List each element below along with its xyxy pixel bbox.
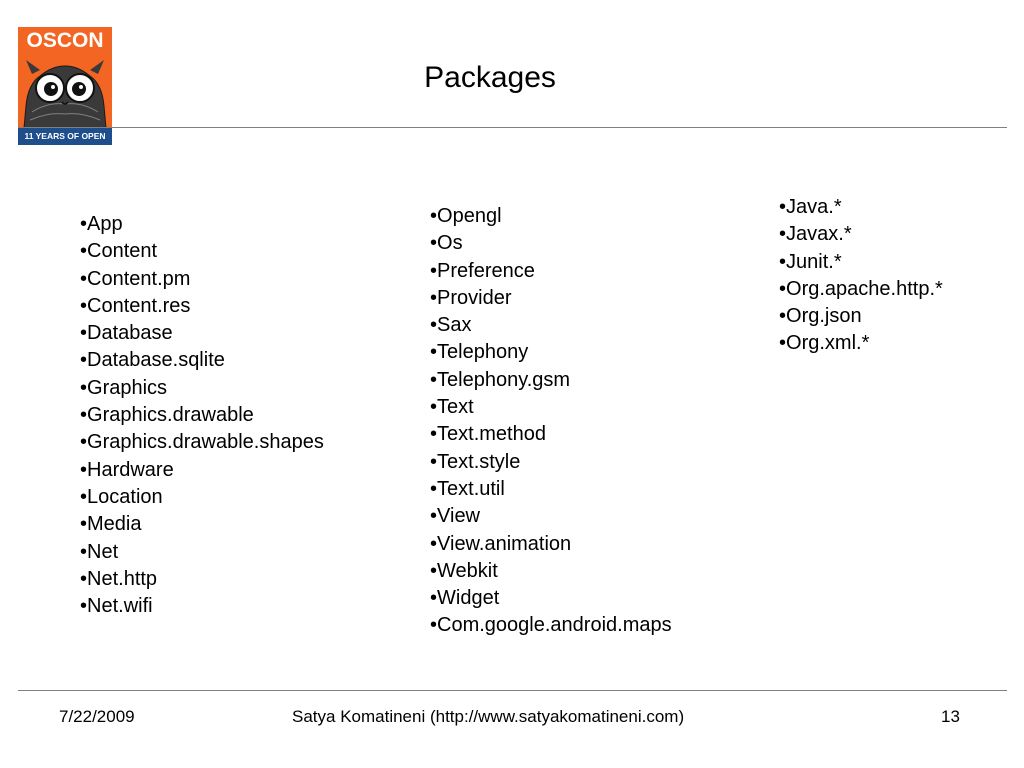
list-item: • Database	[80, 320, 324, 347]
list-item: • Hardware	[80, 457, 324, 484]
list-item: • Graphics	[80, 375, 324, 402]
footer-author: Satya Komatineni (http://www.satyakomatineni.com)	[292, 707, 685, 726]
package-list-column-1	[80, 211, 324, 620]
list-item: • Net.http	[80, 566, 324, 593]
list-item: • Net.wifi	[80, 593, 324, 620]
list-item: • Content.pm	[80, 266, 324, 293]
list-item: • Content.res	[80, 293, 324, 320]
list-item: • Sax	[430, 312, 672, 339]
list-item: • Telephony	[430, 339, 672, 366]
logo-bottom-text: 11 YEARS OF OPEN	[18, 128, 112, 145]
list-item: • Text	[430, 394, 672, 421]
package-list-column-3	[779, 194, 943, 358]
list-item: • Database.sqlite	[80, 347, 324, 374]
logo-top-text: OSCON	[26, 29, 104, 52]
title-divider	[18, 127, 1007, 128]
list-item: • Preference	[430, 258, 672, 285]
package-list-column-2	[430, 203, 672, 640]
list-item: • View	[430, 503, 672, 530]
list-item: • Java.*	[779, 194, 943, 221]
list-item: • Widget	[430, 585, 672, 612]
footer-divider	[18, 690, 1007, 691]
list-item: • Com.google.android.maps	[430, 612, 672, 639]
list-item: • Junit.*	[779, 249, 943, 276]
list-item: • Opengl	[430, 203, 672, 230]
list-item: • Provider	[430, 285, 672, 312]
list-item: • App	[80, 211, 324, 238]
list-item: • Org.json	[779, 303, 943, 330]
list-item: • Content	[80, 238, 324, 265]
slide-title: Packages	[424, 61, 556, 94]
list-item: • Text.util	[430, 476, 672, 503]
list-item: • Org.apache.http.*	[779, 276, 943, 303]
list-item: • Os	[430, 230, 672, 257]
list-item: • Net	[80, 539, 324, 566]
list-item: • Telephony.gsm	[430, 367, 672, 394]
footer-date: 7/22/2009	[59, 707, 135, 726]
list-item: • Graphics.drawable.shapes	[80, 429, 324, 456]
list-item: • Webkit	[430, 558, 672, 585]
page-number: 13	[941, 707, 960, 726]
list-item: • Location	[80, 484, 324, 511]
list-item: • Text.style	[430, 449, 672, 476]
list-item: • View.animation	[430, 531, 672, 558]
list-item: • Javax.*	[779, 221, 943, 248]
list-item: • Media	[80, 511, 324, 538]
list-item: • Text.method	[430, 421, 672, 448]
list-item: • Graphics.drawable	[80, 402, 324, 429]
list-item: • Org.xml.*	[779, 330, 943, 357]
